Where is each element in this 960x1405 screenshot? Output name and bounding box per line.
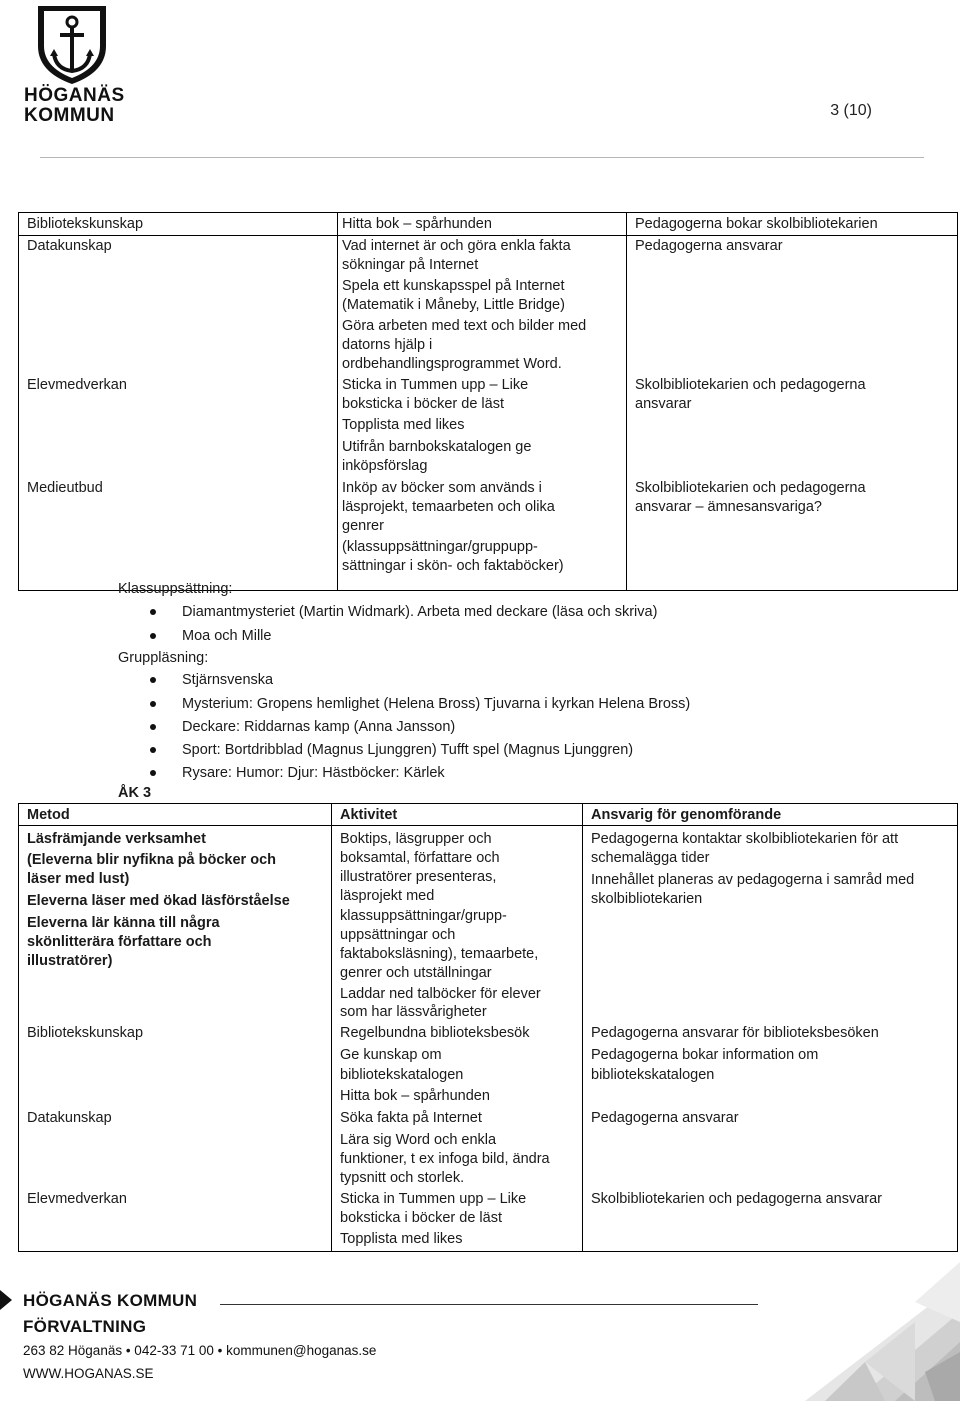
method-text: Läsfrämjande verksamhet — [27, 831, 206, 847]
activity-text: genrer och utställningar — [340, 965, 492, 981]
activity-text: sättningar i skön- och faktaböcker) — [342, 558, 564, 574]
activity-text: Sticka in Tummen upp – Like — [342, 377, 529, 393]
responsible-text: Pedagogerna ansvarar — [635, 238, 783, 254]
table-row — [19, 236, 958, 591]
footer-arrow-icon — [0, 1290, 12, 1310]
responsible-text: Pedagogerna bokar information om — [591, 1047, 819, 1063]
method-text: illustratörer) — [27, 953, 113, 969]
responsible-text: Skolbibliotekarien och pedagogerna — [635, 480, 866, 496]
activity-text: Regelbundna biblioteksbesök — [340, 1025, 530, 1041]
list-item: Diamantmysteriet (Martin Widmark). Arbeta med deckare (läsa och skriva) — [182, 604, 658, 620]
responsible-text: Pedagogerna ansvarar — [591, 1110, 739, 1126]
activity-text: Göra arbeten med text och bilder med — [342, 318, 587, 334]
bullet — [150, 724, 156, 730]
responsible-text: schemalägga tider — [591, 850, 710, 866]
header-divider — [40, 157, 924, 158]
activity-text: Laddar ned talböcker för elever — [340, 986, 541, 1002]
activity-text: (Matematik i Måneby, Little Bridge) — [342, 297, 565, 313]
responsible-text: ansvarar — [635, 396, 692, 412]
activity-text: Hitta bok – spårhunden — [340, 1088, 490, 1104]
bullet — [150, 770, 156, 776]
method-text: Elevmedverkan — [27, 1191, 127, 1207]
activity-text: faktaboksläsning), temaarbete, — [340, 946, 539, 962]
list-item: Moa och Mille — [182, 628, 272, 644]
activity-text: (klassuppsättningar/gruppupp- — [342, 539, 538, 555]
activity-text: datorns hjälp i — [342, 337, 433, 353]
responsible-text: Skolbibliotekarien och pedagogerna — [635, 377, 866, 393]
activity-text: läsprojekt, temaarbeten och olika — [342, 499, 555, 515]
method-text: Datakunskap — [27, 1110, 112, 1126]
responsible-text: ansvarar – ämnesansvariga? — [635, 499, 822, 515]
activity-text: Utifrån barnbokskatalogen ge — [342, 439, 532, 455]
logo-text-line2: KOMMUN — [24, 105, 115, 126]
list-item: Mysterium: Gropens hemlighet (Helena Bross) Tjuvarna i kyrkan Helena Bross) — [182, 696, 691, 712]
activities-table-upper — [18, 212, 958, 591]
row-label: Elevmedverkan — [27, 377, 127, 393]
activity-text: illustratörer presenteras, — [340, 869, 497, 885]
activity-text: Topplista med likes — [342, 417, 465, 433]
responsible-text: bibliotekskatalogen — [591, 1067, 715, 1083]
table-row — [19, 826, 958, 1252]
row-label: Bibliotekskunskap — [27, 216, 144, 232]
page-number: 3 (10) — [830, 102, 872, 119]
method-text: skönlitterära författare och — [27, 934, 212, 950]
responsible-text: Innehållet planeras av pedagogerna i samråd med — [591, 872, 915, 888]
table-row — [19, 213, 958, 236]
column-header-activity: Aktivitet — [340, 807, 398, 823]
activity-text: Lära sig Word och enkla — [340, 1132, 497, 1148]
list-item: Sport: Bortdribblad (Magnus Ljunggren) Tufft spel (Magnus Ljunggren) — [182, 742, 634, 758]
method-text: Eleverna lär känna till några — [27, 915, 220, 931]
class-set-heading: Klassuppsättning: — [118, 581, 233, 597]
footer-contact: 263 82 Höganäs • 042-33 71 00 • kommunen@hoganas.se — [23, 1343, 377, 1358]
activity-text: Ge kunskap om — [340, 1047, 442, 1063]
row-label: Medieutbud — [27, 480, 103, 496]
responsible-text: Pedagogerna kontaktar skolbibliotekarien för att — [591, 831, 899, 847]
column-header-method: Metod — [27, 807, 70, 823]
row-label: Datakunskap — [27, 238, 112, 254]
activity-text: Vad internet är och göra enkla fakta — [342, 238, 571, 254]
activity-text: Sticka in Tummen upp – Like — [340, 1191, 527, 1207]
activity-text: Spela ett kunskapsspel på Internet — [342, 278, 565, 294]
footer-website-link[interactable]: WWW.HOGANAS.SE — [23, 1366, 154, 1381]
activity-text: sökningar på Internet — [342, 257, 479, 273]
logo-text-line1: HÖGANÄS — [24, 85, 125, 106]
activity-text: läsprojekt med — [340, 888, 435, 904]
responsible-text: Pedagogerna bokar skolbibliotekarien — [635, 216, 878, 232]
bullet — [150, 609, 156, 615]
footer-org-name: HÖGANÄS KOMMUN — [23, 1291, 198, 1310]
bullet — [150, 701, 156, 707]
activity-text: som har lässvårigheter — [340, 1004, 487, 1020]
footer-department: FÖRVALTNING — [23, 1317, 147, 1336]
bullet — [150, 747, 156, 753]
method-text: läser med lust) — [27, 871, 130, 887]
group-reading-heading: Gruppläsning: — [118, 650, 209, 666]
hoganas-logo — [24, 2, 125, 126]
activity-text: genrer — [342, 518, 384, 534]
activity-text: boksticka i böcker de läst — [340, 1210, 502, 1226]
method-text: (Eleverna blir nyfikna på böcker och — [27, 852, 276, 868]
method-text: Bibliotekskunskap — [27, 1025, 144, 1041]
activity-text: boksticka i böcker de läst — [342, 396, 504, 412]
bullet — [150, 633, 156, 639]
activity-text: Söka fakta på Internet — [340, 1110, 482, 1126]
activity-text: boksamtal, författare och — [340, 850, 500, 866]
activity-text: uppsättningar och — [340, 927, 456, 943]
bullet — [150, 677, 156, 683]
activity-text: Boktips, läsgrupper och — [340, 831, 492, 847]
activity-text: typsnitt och storlek. — [340, 1170, 465, 1186]
responsible-text: Pedagogerna ansvarar för biblioteksbesöken — [591, 1025, 879, 1041]
list-item: Rysare: Humor: Djur: Hästböcker: Kärlek — [182, 765, 445, 781]
column-header-responsible: Ansvarig för genomförande — [591, 807, 782, 823]
activity-text: bibliotekskatalogen — [340, 1067, 464, 1083]
anchor-shield-icon — [24, 2, 120, 86]
footer-divider — [220, 1304, 758, 1305]
method-text: Eleverna läser med ökad läsförståelse — [27, 893, 290, 909]
table-header-row — [19, 804, 958, 826]
activity-text: Hitta bok – spårhunden — [342, 216, 492, 232]
responsible-text: skolbibliotekarien — [591, 891, 703, 907]
activity-text: ordbehandlingsprogrammet Word. — [342, 356, 562, 372]
activity-text: inköpsförslag — [342, 458, 428, 474]
grade-heading: ÅK 3 — [118, 785, 152, 801]
activities-table-grade3 — [18, 803, 958, 1252]
activity-text: Inköp av böcker som används i — [342, 480, 542, 496]
footer-decorative-pattern — [745, 1262, 960, 1401]
activity-text: Topplista med likes — [340, 1231, 463, 1247]
activity-text: klassuppsättningar/grupp- — [340, 908, 507, 924]
responsible-text: Skolbibliotekarien och pedagogerna ansvarar — [591, 1191, 882, 1207]
activity-text: funktioner, t ex infoga bild, ändra — [340, 1151, 550, 1167]
list-item: Deckare: Riddarnas kamp (Anna Jansson) — [182, 719, 456, 735]
list-item: Stjärnsvenska — [182, 672, 274, 688]
